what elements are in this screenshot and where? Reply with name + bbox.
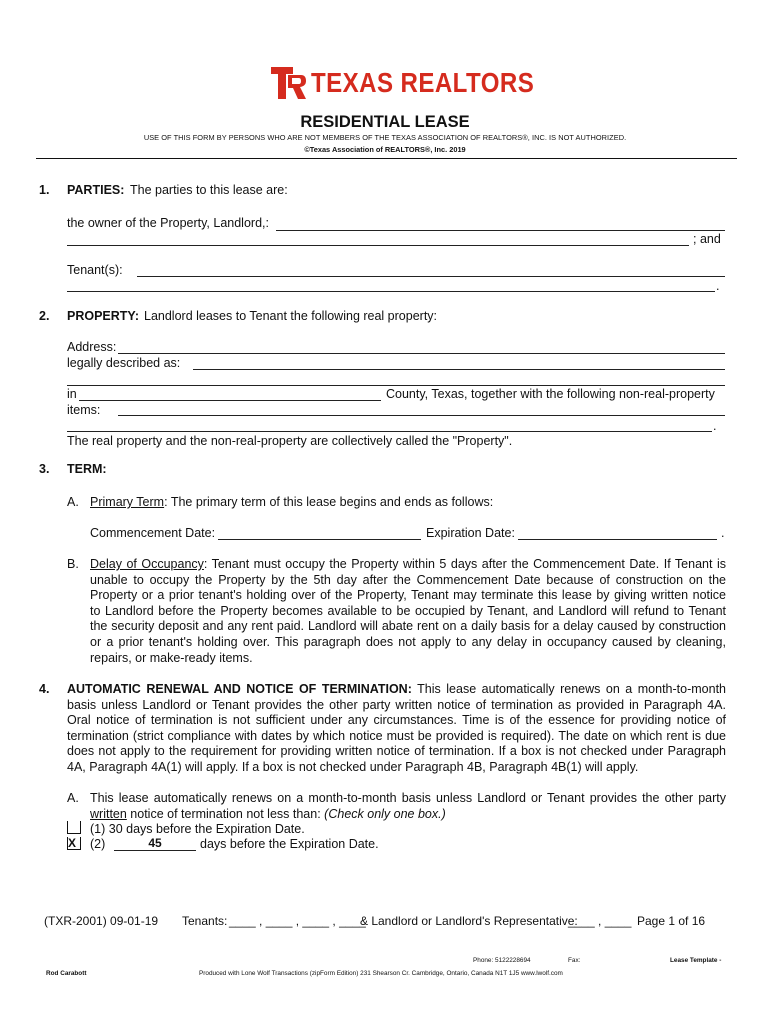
document-title: RESIDENTIAL LEASE [300, 113, 470, 131]
agent-name: Rod Carabott [46, 970, 87, 977]
renewal-a-paragraph: This lease automatically renews on a month-to-month basis unless Landlord or Tenant provides the other party written notice of termination not less than: (Check only one box.) [90, 791, 726, 821]
items-label: items: [67, 403, 101, 417]
property-collective-note: The real property and the non-real-property are collectively called the "Property". [67, 434, 513, 448]
section-4-number: 4. [39, 682, 50, 696]
landlord-field-line-2[interactable] [67, 245, 689, 246]
expiration-period: . [721, 526, 725, 540]
option-1-checkbox[interactable] [67, 821, 81, 834]
tenants-field-line-1[interactable] [137, 276, 725, 277]
legal-description-field-2[interactable] [67, 385, 725, 386]
copyright-notice: ©Texas Association of REALTORS®, Inc. 2019 [304, 145, 466, 154]
address-field[interactable] [118, 353, 725, 354]
fax-label: Fax: [568, 957, 581, 964]
section-3-number: 3. [39, 462, 50, 476]
section-4-heading: AUTOMATIC RENEWAL AND NOTICE OF TERMINATION: [67, 682, 412, 696]
tenant-initials-label: Tenants: [182, 914, 228, 928]
commencement-date-field[interactable] [218, 539, 421, 540]
primary-term-title: Primary Term [90, 495, 165, 509]
option-2-check-mark: X [68, 836, 77, 850]
landlord-label: the owner of the Property, Landlord,: [67, 216, 269, 230]
landlord-initials-blanks[interactable]: ____ , ____ [568, 914, 632, 928]
section-1-number: 1. [39, 183, 50, 197]
term-a-letter: A. [67, 495, 79, 509]
usage-notice: USE OF THIS FORM BY PERSONS WHO ARE NOT MEMBERS OF THE TEXAS ASSOCIATION OF REALTORS®, INC. IS NOT AUTHORIZED. [143, 133, 627, 142]
legal-description-label: legally described as: [67, 356, 181, 370]
page-number: Page 1 of 16 [637, 914, 706, 928]
tenants-label: Tenant(s): [67, 263, 123, 277]
renewal-paragraph: AUTOMATIC RENEWAL AND NOTICE OF TERMINATION: This lease automatically renews on a month-to-month basis unless Landlord or Tenant provides the other party written notice of termination as provided in Paragraph 4A. Oral notice of termination is not sufficient under any circumstances. Time is of the essence for providing notice of termination (strict compliance with dates by which notice must be provided is required). The date on which rent is due does not apply to the requirement for providing written notice of termination. If a box is not checked under Paragraph 4A, Paragraph 4A(1) will apply. If a box is not checked under Paragraph 4B, Paragraph 4B(1) will apply. [67, 682, 726, 774]
primary-term-body: : The primary term of this lease begins and ends as follows: [164, 495, 494, 509]
commencement-label: Commencement Date: [90, 526, 216, 540]
expiration-date-field[interactable] [518, 539, 717, 540]
tenants-field-line-2[interactable] [67, 291, 715, 292]
in-label: in [67, 387, 77, 401]
section-2-number: 2. [39, 309, 50, 323]
option-2-number: (2) [90, 837, 106, 851]
section-2-heading: PROPERTY: [67, 309, 139, 323]
expiration-label: Expiration Date: [426, 526, 515, 540]
header-divider [36, 158, 737, 159]
county-field[interactable] [79, 400, 381, 401]
phone-number: Phone: 5122228694 [473, 957, 531, 964]
produced-with-notice: Produced with Lone Wolf Transactions (zipForm Edition) 231 Shearson Cr. Cambridge, Ontario, Canada N1T 1J5 www.lwolf.com [199, 970, 563, 977]
items-field-2[interactable] [67, 431, 712, 432]
county-text: County, Texas, together with the following non-real-property [386, 387, 715, 401]
delay-of-occupancy-paragraph: Delay of Occupancy: Tenant must occupy the Property within 5 days after the Commencement Date. If Tenant is unable to occupy the Property by the 5th day after the Commencement Date because of construction on the Property or a prior tenant's holding over of the Property, Tenant may terminate this lease by giving written notice to Landlord before the Property becomes available to be occupied by Tenant, and Landlord will refund to Tenant the security deposit and any rent paid. Landlord will abate rent on a daily basis for a delay caused by construction or a prior tenant's holding over. This paragraph does not apply to any delay in occupancy caused by cleaning, repairs, or make-ready items. [90, 557, 726, 665]
landlord-initials-label: & Landlord or Landlord's Representative: [360, 914, 578, 928]
items-field-1[interactable] [118, 415, 725, 416]
primary-term-text [90, 495, 493, 510]
texas-realtors-mark-icon [271, 67, 307, 99]
option-2-text: days before the Expiration Date. [200, 837, 379, 851]
option-2-days-value[interactable]: 45 [148, 836, 162, 850]
logo-text: TEXAS REALTORS [311, 67, 535, 98]
term-b-letter: B. [67, 557, 79, 571]
section-3-heading: TERM: [67, 462, 107, 476]
items-period: . [713, 419, 717, 433]
section-1-intro: The parties to this lease are: [130, 183, 288, 197]
option-1-text: (1) 30 days before the Expiration Date. [90, 822, 305, 836]
delay-of-occupancy-title: Delay of Occupancy [90, 557, 204, 571]
section-2-intro: Landlord leases to Tenant the following real property: [144, 309, 438, 323]
template-name: Lease Template - [670, 957, 722, 964]
landlord-field-line-1[interactable] [276, 230, 725, 231]
texas-realtors-logo [271, 66, 571, 100]
tenant-initials-blanks[interactable]: ____ , ____ , ____ , ____ [229, 914, 366, 928]
address-label: Address: [67, 340, 117, 354]
and-text: ; and [693, 232, 721, 246]
form-id: (TXR-2001) 09-01-19 [44, 914, 159, 928]
renewal-a-letter: A. [67, 791, 79, 805]
section-1-heading: PARTIES: [67, 183, 125, 197]
tenants-period: . [716, 279, 720, 293]
legal-description-field-1[interactable] [193, 369, 725, 370]
